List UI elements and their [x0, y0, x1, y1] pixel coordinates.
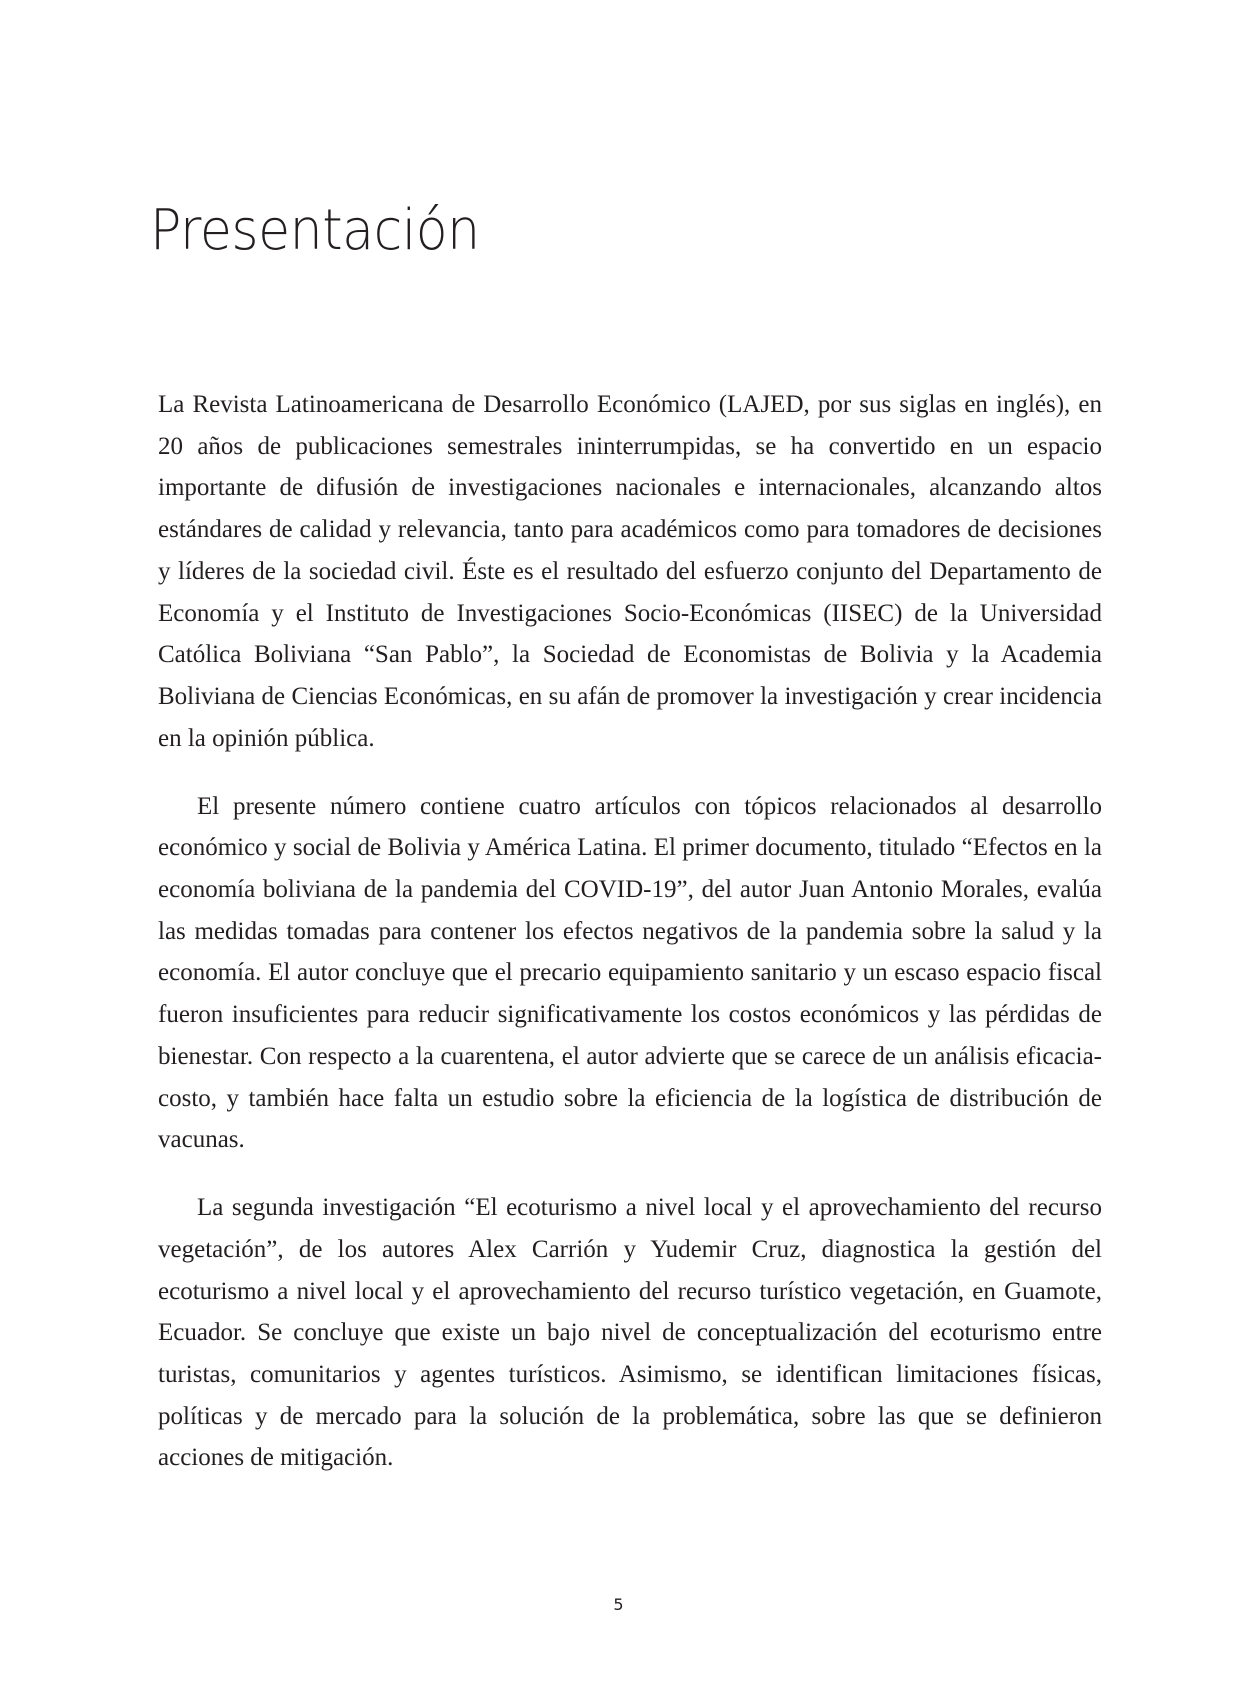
- paragraph-second-article: La segunda investigación “El ecoturismo a nivel local y el aprovechamiento del recurso vegetación”, de los autores Alex Carrión y Yudemir Cruz, diagnostica la gestión del ecoturismo a nivel local y el aprovechamiento del recurso turístico vegetación, en Guamote, Ecuador. Se concluye que existe un bajo nivel de conceptualización del ecoturismo entre turistas, comunitarios y agentes turísticos. Asimismo, se identifican limitaciones físicas, políticas y de mercado para la solución de la problemática, sobre las que se definieron acciones de mitigación.: [158, 1194, 1102, 1472]
- page-title: Presentación: [150, 198, 480, 263]
- paragraph-first-article: El presente número contiene cuatro artículos con tópicos relacionados al desarrollo económico y social de Bolivia y América Latina. El primer documento, titulado “Efectos en la economía boliviana de la pandemia del COVID-19”, del autor Juan Antonio Morales, evalúa las medidas tomadas para contener los efectos negativos de la pandemia sobre la salud y la economía. El autor concluye que el precario equipamiento sanitario y un escaso espacio fiscal fueron insuficientes para reducir significativamente los costos económicos y las pérdidas de bienestar. Con respecto a la cuarentena, el autor advierte que se carece de un análisis eficacia-costo, y también hace falta un estudio sobre la eficiencia de la logística de distribución de vacunas.: [158, 792, 1102, 1154]
- body-text: [158, 384, 1102, 1505]
- paragraph-intro: La Revista Latinoamericana de Desarrollo Económico (LAJED, por sus siglas en inglés), en 20 años de publicaciones semestrales ininterrumpidas, se ha convertido en un espacio importante de difusión de investigaciones nacionales e internacionales, alcanzando altos estándares de calidad y relevancia, tanto para académicos como para tomadores de decisiones y líderes de la sociedad civil. Éste es el resultado del esfuerzo conjunto del Departamento de Economía y el Instituto de Investigaciones Socio-Económicas (IISEC) de la Universidad Católica Boliviana “San Pablo”, la Sociedad de Economistas de Bolivia y la Academia Boliviana de Ciencias Económicas, en su afán de promover la investigación y crear incidencia en la opinión pública.: [158, 391, 1102, 752]
- page-number: 5: [613, 1595, 624, 1614]
